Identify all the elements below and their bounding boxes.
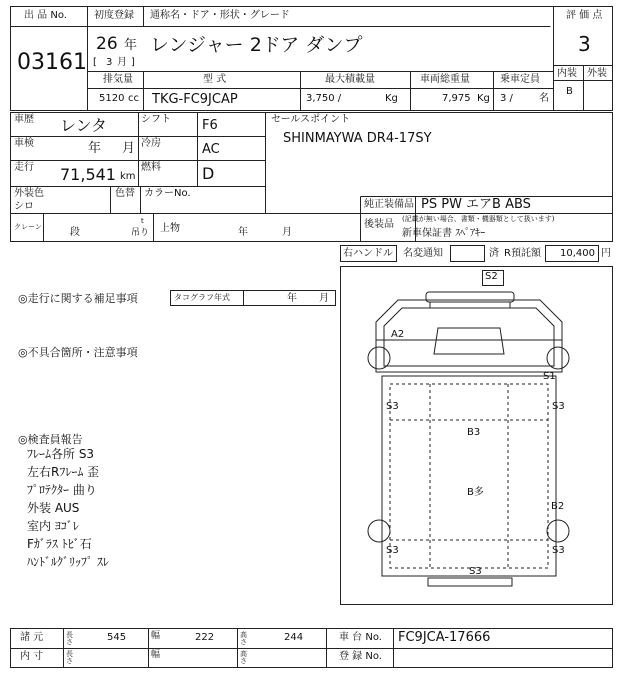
inspection-month-unit: 月 bbox=[122, 141, 136, 156]
dimensions-label: 諸 元 bbox=[20, 632, 44, 643]
reg-month-unit: 月 bbox=[117, 57, 127, 68]
tacho-label: タコグラフ年式 bbox=[174, 293, 230, 302]
load-value: 3,750 / bbox=[306, 93, 342, 104]
reg-month: 3 bbox=[106, 57, 113, 68]
damage-mark: S3 bbox=[386, 401, 399, 412]
equipment-value: PS PW エアB ABS bbox=[421, 197, 531, 212]
damage-mark: S1 bbox=[543, 371, 556, 382]
inspector-line: 外装 AUS bbox=[27, 501, 80, 515]
name-label: 通称名・ドア・形状・グレード bbox=[150, 10, 290, 21]
interior-grade-label: 内装 bbox=[557, 68, 577, 79]
history-value: レンタ bbox=[60, 116, 107, 135]
manual-items: 新車保証書 ｽﾍﾟｱｷｰ bbox=[402, 228, 486, 239]
inspector-line: ﾌﾚｰﾑ各所 S3 bbox=[27, 447, 95, 461]
mounted-year-unit: 年 bbox=[238, 227, 248, 238]
fuel-value: D bbox=[202, 164, 215, 183]
lot-no: 03161 bbox=[17, 50, 87, 75]
damage-mark: A2 bbox=[391, 329, 405, 340]
defect-label: ◎不具合箇所・注意事項 bbox=[18, 346, 138, 359]
damage-mark: B2 bbox=[551, 501, 565, 512]
reg-bracket-open: [ bbox=[93, 57, 97, 68]
equipment-note: (記載が無い場合、書類・機器類として扱います) bbox=[402, 215, 555, 223]
ac-value: AC bbox=[202, 142, 220, 157]
mileage-value: 71,541 bbox=[60, 165, 116, 184]
first-reg-label: 初度登録 bbox=[94, 10, 134, 21]
color-change-label: 色替 bbox=[115, 188, 135, 199]
capacity-value: 3 / bbox=[500, 93, 513, 104]
inspector-label: ◎検査員報告 bbox=[18, 433, 83, 446]
driving-notes-label: ◎走行に関する補足事項 bbox=[18, 292, 138, 305]
height-label: 高さ bbox=[240, 631, 247, 647]
inspection-label: 車検 bbox=[14, 138, 34, 149]
displacement-label: 排気量 bbox=[103, 74, 133, 85]
registration-label: 登 録 No. bbox=[339, 651, 382, 662]
mileage-label: 走行 bbox=[14, 162, 34, 173]
ac-label: 冷房 bbox=[141, 138, 161, 149]
equipment-label: 純正装備品 bbox=[364, 199, 414, 210]
score-value: 3 bbox=[578, 32, 591, 56]
score-label: 評 価 点 bbox=[566, 10, 603, 21]
length-label-interior: 長さ bbox=[66, 650, 73, 666]
height-value: 244 bbox=[284, 632, 304, 643]
displacement-unit: cc bbox=[128, 93, 139, 104]
damage-mark: S3 bbox=[469, 566, 482, 577]
capacity-label: 乗車定員 bbox=[500, 74, 540, 85]
gross-weight-label: 車両総重量 bbox=[420, 74, 470, 85]
sales-point-label: セールスポイント bbox=[271, 114, 351, 125]
mounted-label: 上物 bbox=[160, 223, 180, 234]
damage-mark: S3 bbox=[386, 545, 399, 556]
car-name: レンジャー 2ドア ダンプ bbox=[150, 34, 363, 56]
width-label: 幅 bbox=[151, 631, 161, 641]
recycle-status: 済 bbox=[489, 248, 499, 259]
load-label: 最大積載量 bbox=[325, 74, 375, 85]
reg-bracket-close: ] bbox=[131, 57, 135, 68]
interior-size-label: 内 寸 bbox=[20, 651, 44, 662]
damage-mark: S2 bbox=[485, 271, 498, 282]
width-label-interior: 幅 bbox=[151, 650, 161, 660]
chassis-value: FC9JCA-17666 bbox=[398, 630, 491, 645]
shift-label: シフト bbox=[141, 114, 171, 125]
gross-weight-unit: Kg bbox=[477, 93, 490, 104]
inspector-line: 左右Rﾌﾚｰﾑ 歪 bbox=[27, 465, 100, 479]
length-label: 長さ bbox=[66, 631, 73, 647]
inspection-year-unit: 年 bbox=[88, 141, 102, 156]
model-label: 型 式 bbox=[203, 74, 227, 85]
crane-ton-unit: t bbox=[141, 217, 144, 225]
fuel-label: 燃料 bbox=[141, 162, 161, 173]
displacement-value: 5120 bbox=[99, 93, 125, 104]
load-unit: Kg bbox=[385, 93, 398, 104]
mounted-month-unit: 月 bbox=[282, 227, 292, 238]
inspector-line: 室内 ﾖｺﾞﾚ bbox=[27, 519, 79, 533]
tacho-month-unit: 月 bbox=[319, 293, 329, 304]
crane-lift-unit: 吊り bbox=[131, 228, 150, 238]
damage-mark: B3 bbox=[467, 427, 481, 438]
color-code-label: カラーNo. bbox=[144, 188, 191, 199]
exterior-grade-label: 外装 bbox=[587, 68, 607, 79]
interior-grade-value: B bbox=[566, 86, 573, 97]
aftermarket-label: 後装品 bbox=[364, 219, 394, 230]
lot-no-label: 出 品 No. bbox=[24, 10, 67, 21]
inspector-line: ﾊﾝﾄﾞﾙｸﾞﾘｯﾌﾟ ｽﾚ bbox=[27, 555, 109, 569]
recycle-label: R預託額 bbox=[504, 248, 541, 259]
reg-year: 26 bbox=[96, 34, 118, 54]
height-label-interior: 高さ bbox=[240, 650, 247, 666]
reg-year-unit: 年 bbox=[124, 38, 138, 53]
ext-color-label: 外装色 bbox=[14, 188, 44, 199]
chassis-label: 車 台 No. bbox=[339, 632, 382, 643]
inspector-line: ﾌﾟﾛﾃｸﾀｰ 曲り bbox=[27, 483, 97, 497]
crane-stage-unit: 段 bbox=[70, 227, 80, 238]
damage-mark: B多 bbox=[467, 487, 484, 498]
mileage-unit: km bbox=[120, 171, 136, 182]
history-label: 車歴 bbox=[14, 114, 34, 125]
shift-value: F6 bbox=[202, 118, 218, 133]
model-value: TKG-FC9JCAP bbox=[152, 92, 238, 107]
inspector-line: Fｶﾞﾗｽ ﾄﾋﾞ石 bbox=[27, 537, 92, 551]
ext-color-value: シロ bbox=[14, 201, 34, 212]
crane-label: クレーン bbox=[14, 223, 42, 231]
recycle-unit: 円 bbox=[601, 248, 611, 259]
tacho-year-unit: 年 bbox=[287, 293, 297, 304]
length-value: 545 bbox=[107, 632, 127, 643]
damage-mark: S3 bbox=[552, 401, 565, 412]
name-change-label: 名変通知 bbox=[403, 248, 443, 259]
sales-point-text: SHINMAYWA DR4-17SY bbox=[283, 131, 432, 146]
gross-weight-value: 7,975 bbox=[442, 93, 471, 104]
damage-mark: S3 bbox=[552, 545, 565, 556]
capacity-unit: 名 bbox=[539, 93, 549, 104]
recycle-amount: 10,400 bbox=[560, 248, 595, 259]
steering-hand: 右ハンドル bbox=[343, 248, 393, 259]
width-value: 222 bbox=[195, 632, 215, 643]
